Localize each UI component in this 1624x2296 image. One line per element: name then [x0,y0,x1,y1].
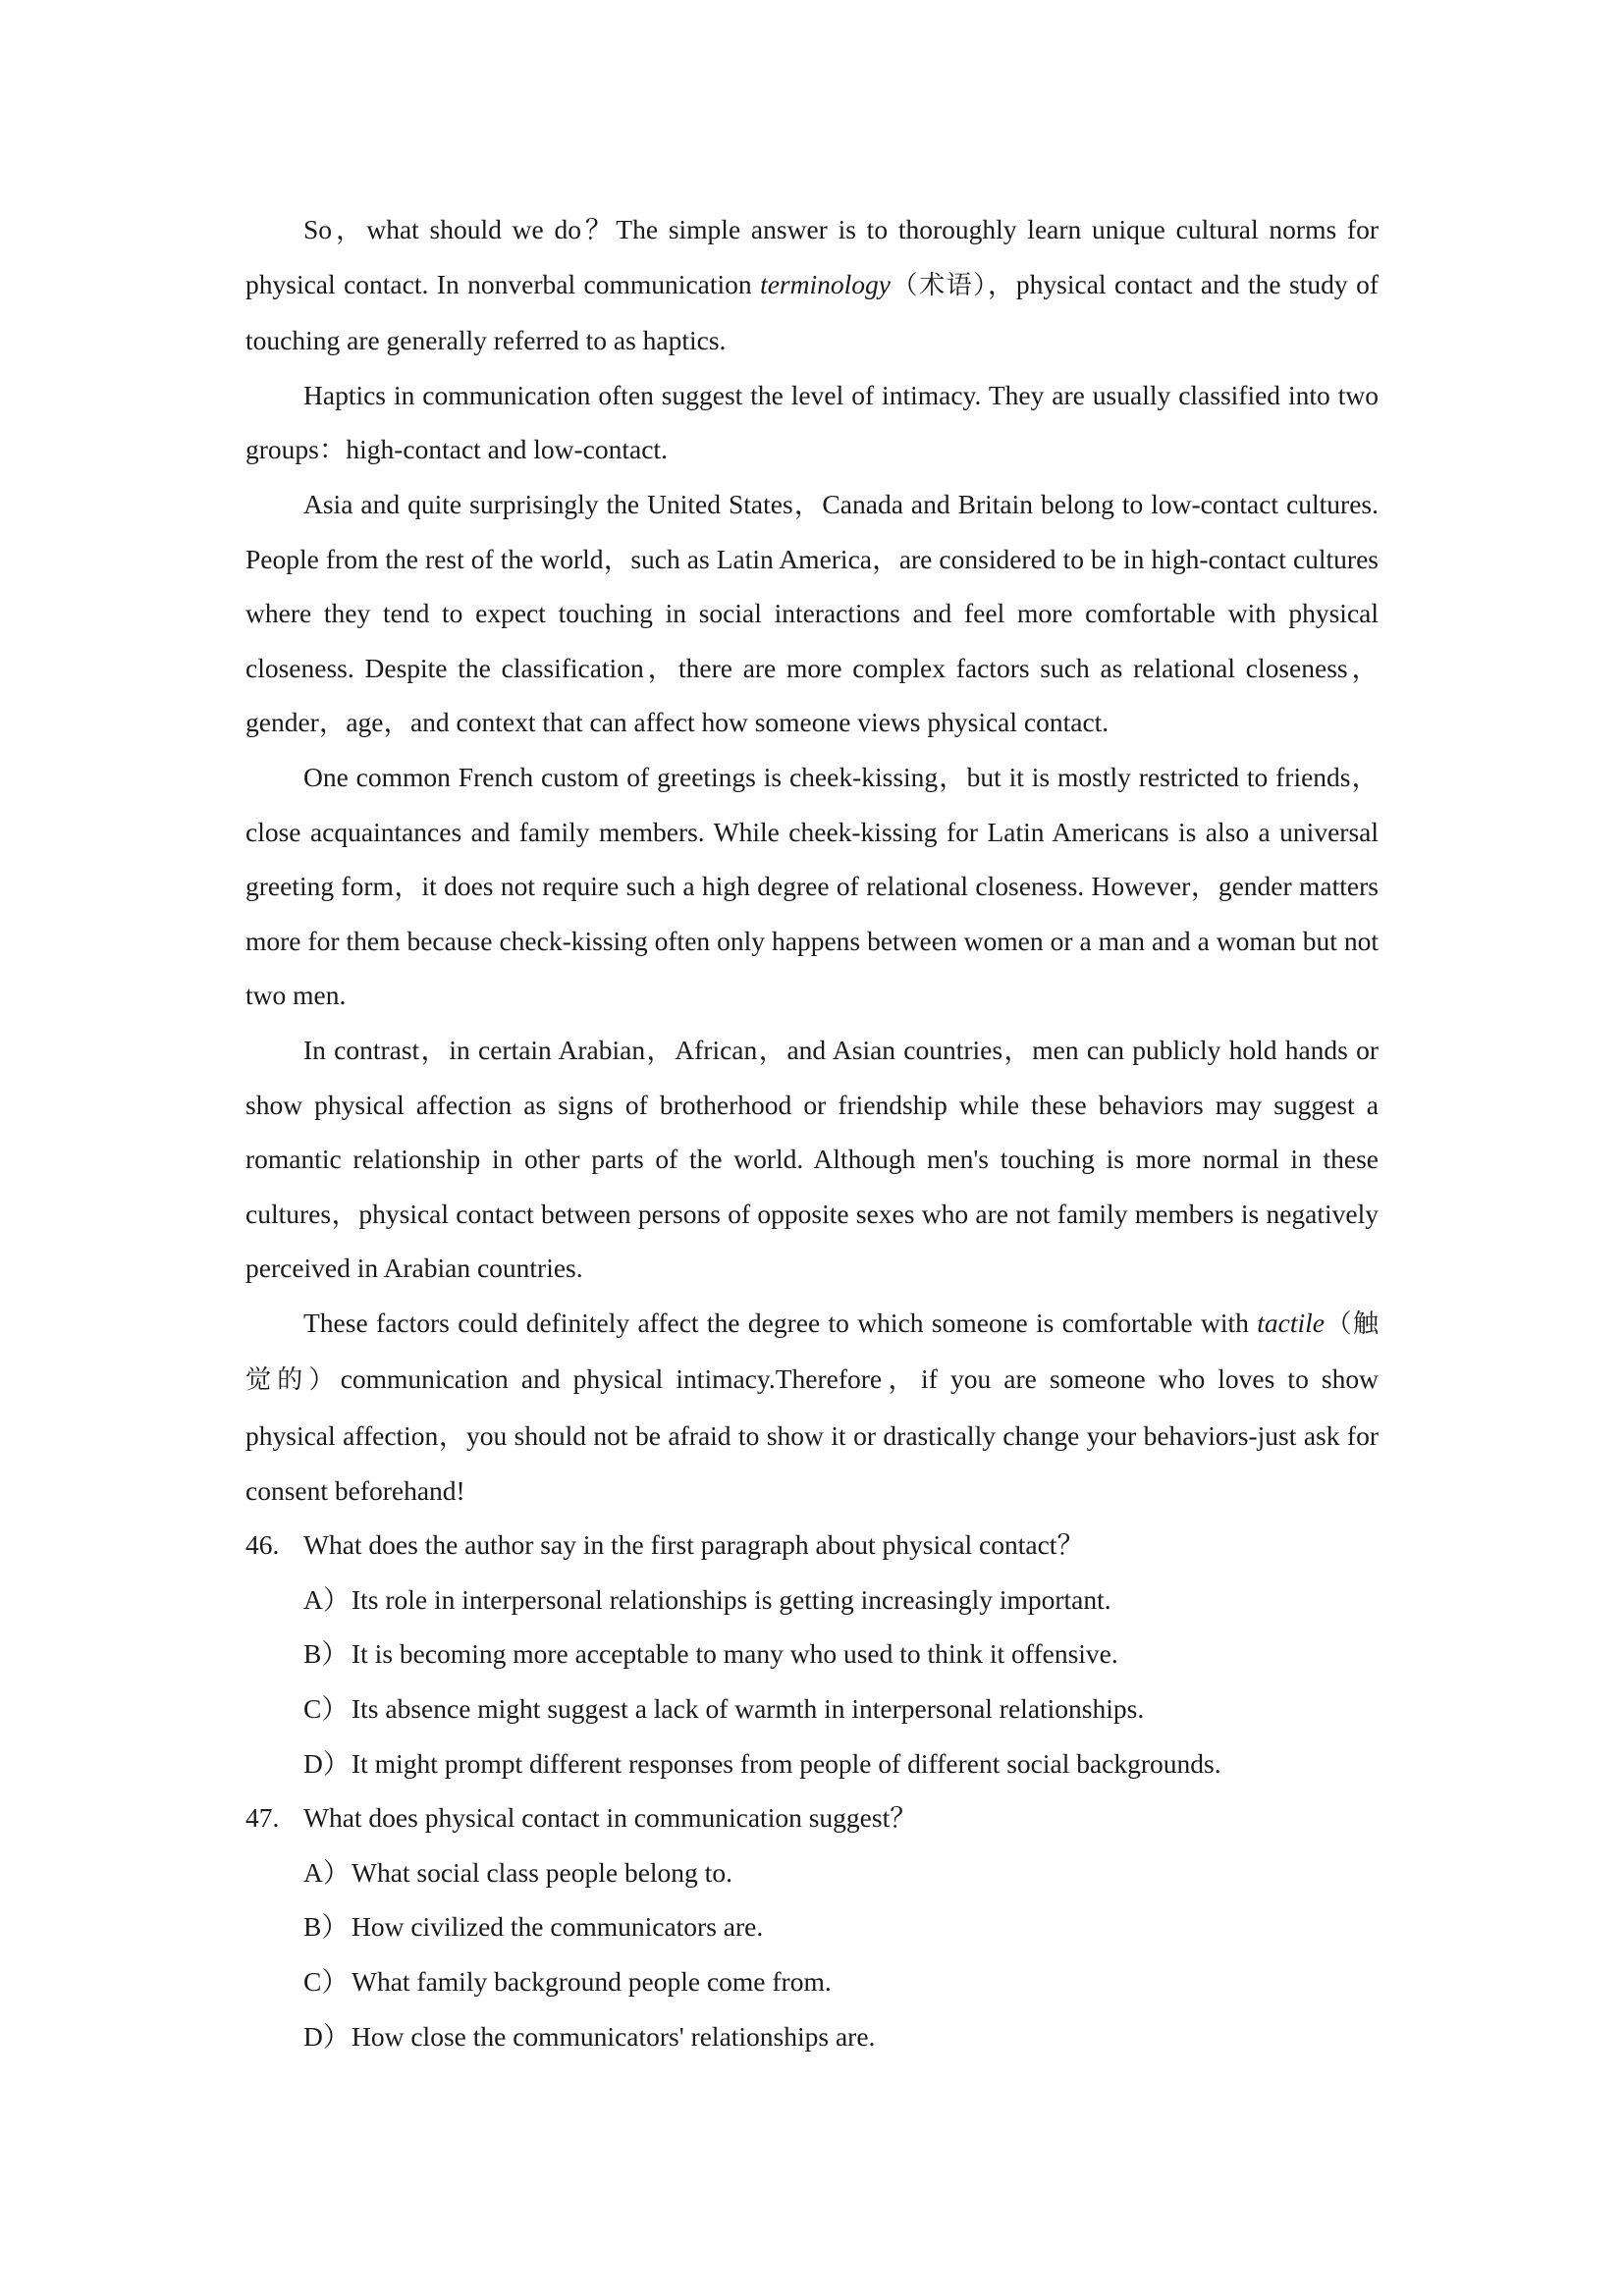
option-letter: C） [303,1966,349,1997]
option-text: It might prompt different responses from people of different social backgrounds. [352,1747,1221,1779]
option-text: How close the communicators' relationships are. [352,2020,876,2052]
option-letter: A） [303,1856,351,1888]
p6-text-a: These factors could definitely affect the degree to which someone is comfortable with [303,1307,1258,1338]
term-terminology: terminology [760,268,891,299]
term-tactile: tactile [1257,1307,1325,1338]
gloss-tactile: （触觉的） [245,1308,1379,1396]
option-46-a [245,1573,1379,1628]
passage-paragraph-4: One common French custom of greetings is cheek-kissing，but it is mostly restricted to friends，close acquaintances and family members. While cheek-kissing for Latin Americans is also a universal greeting form，it does not require such a high degree of relational closeness. However，gender matters more for them because check-kissing often only happens between women or a man and a woman but not two men. [245,761,1379,1011]
exam-page [245,202,1379,2063]
option-46-d [245,1736,1379,1791]
option-text: What social class people belong to. [352,1856,732,1888]
option-text: It is becoming more acceptable to many who used to think it offensive. [352,1638,1118,1670]
p1-text-a: So，what should we do？The simple answer is to thoroughly learn unique cultural norms for physical contact. In nonverbal communication [245,214,1379,299]
question-47 [245,1790,1379,2063]
question-number: 46. [245,1529,280,1561]
question-text: What does physical contact in communication suggest？ [303,1802,917,1834]
question-number: 47. [245,1802,280,1834]
option-letter: D） [303,2020,351,2052]
passage-paragraph-3: Asia and quite surprisingly the United States，Canada and Britain belong to low-contact cultures. People from the rest of the world，such as Latin America，are considered to be in high-contact cultures where they tend to expect touching in social interactions and feel more comfortable with physical closeness. Despite the classification，there are more complex factors such as relational closeness，gender，age，and context that can affect how someone views physical contact. [245,488,1379,738]
passage-paragraph-6 [245,1296,1379,1518]
passage-paragraph-2: Haptics in communication often suggest the level of intimacy. They are usually classified into two groups：high-contact and low-contact. [245,379,1379,465]
option-47-c [245,1954,1379,2009]
option-46-b [245,1627,1379,1682]
question-46 [245,1518,1379,1790]
passage-paragraph-5: In contrast，in certain Arabian，African，and Asian countries，men can publicly hold hands or show physical affection as signs of brotherhood or friendship while these behaviors may suggest a romantic relationship in other parts of the world. Although men's touching is more normal in these cultures，physical contact between persons of opposite sexes who are not family members is negatively perceived in Arabian countries. [245,1034,1379,1284]
option-47-d [245,2009,1379,2064]
question-stem [245,1790,1379,1845]
option-text: Its role in interpersonal relationships is getting increasingly important. [352,1583,1111,1615]
option-text: Its absence might suggest a lack of warmth in interpersonal relationships. [352,1693,1145,1725]
option-text: What family background people come from. [352,1966,832,1997]
option-47-b [245,1899,1379,1954]
option-letter: A） [303,1583,351,1615]
option-46-c [245,1682,1379,1736]
option-letter: B） [303,1911,349,1943]
question-text: What does the author say in the first paragraph about physical contact？ [303,1529,1084,1561]
passage-paragraph-1 [245,202,1379,368]
question-stem [245,1518,1379,1573]
option-letter: C） [303,1693,349,1725]
option-letter: B） [303,1638,349,1670]
p1-text-b: ，physical contact and the study of touching are generally referred to as haptics. [245,268,1379,356]
option-47-a [245,1845,1379,1900]
option-text: How civilized the communicators are. [352,1911,764,1943]
option-letter: D） [303,1747,351,1779]
p6-text-b: communication and physical intimacy.Therefore，if you are someone who loves to show physical affection，you should not be afraid to show it or drastically change your behaviors-just ask for consent beforehand! [245,1363,1379,1506]
gloss-terminology: （术语） [890,270,988,300]
